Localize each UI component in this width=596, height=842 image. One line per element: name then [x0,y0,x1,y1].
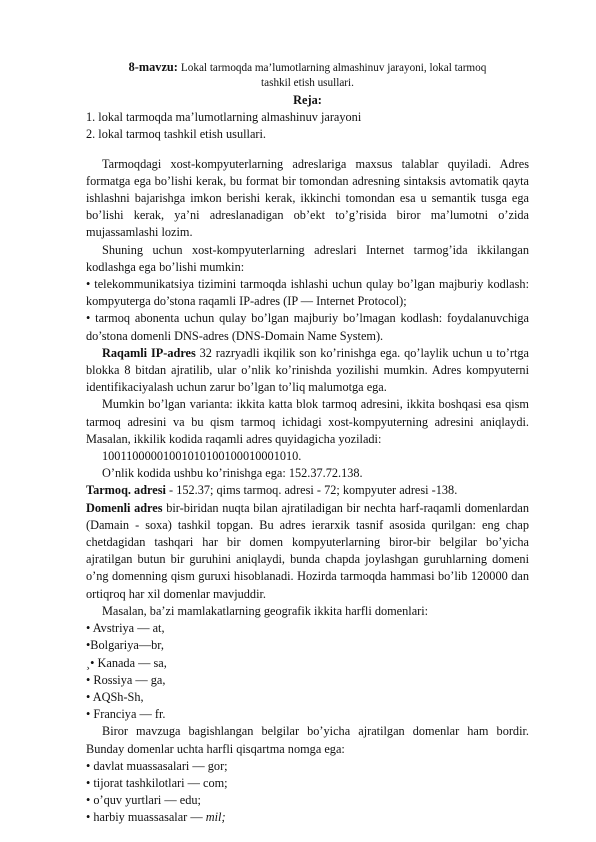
list-item: • tijorat tashkilotlari — com; [86,775,228,790]
topic-text: Lokal tarmoqda ma’lumotlarning almashinuv jarayoni, lokal tarmoq [180,62,487,74]
term-network-address: Tarmoq. adresi [86,483,166,498]
spacer [86,144,529,156]
list-item: •Bolgariya—br, [86,638,164,653]
paragraph-host-address-requirements: Tarmoqdagi xost-kompyuterlarning adreslariga maxsus talablar quyiladi. Adres formatga ega bo’lishi kerak, bu format bir tomondan adresning sintaksis avtomatik qayta ishlashni bajarishga imkon berishi kerak, ikkinchi tomondan esa u semantik tusga ega bo’lishi kerak, ya’ni adreslanadigan ob’ekt to’g’risida biror ma’lumotni o’zida mujassamlashi lozim. [86,156,529,240]
plan-item: 2. lokal tarmoq tashkil etish usullari. [86,127,266,142]
list-item-italic: mil; [205,810,226,825]
list-item-text: • harbiy muassasalar — [86,810,206,825]
list-item [86,809,529,826]
list-item: • davlat muassasalari — gor; [86,758,228,773]
paragraph-topic-domains: Biror mavzuga bagishlangan belgilar bo’yicha ajratilgan domenlar ham bordir. Bunday domenlar uchta harfli qisqartma nomga ega: [86,724,529,756]
bullet-ip-address: • telekommunikatsiya tizimini tarmoqda ishlashi uchun qulay bo’lgan majburiy kodlash: kompyuterga do’stona raqamli IP-adres (IP — Internet Protocol); [86,277,529,309]
decimal-address: O’nlik kodida ushbu ko’rinishga ega: 152.37.72.138. [102,466,363,481]
list-item: • AQSh-Sh, [86,689,144,704]
paragraph-ip-address [86,345,529,397]
list-item: • Avstriya — at, [86,621,165,636]
list-item: • o’quv yurtlari — edu; [86,793,201,808]
term-domain-address: Domenli adres [86,500,163,515]
paragraph-double-coding: Shuning uchun xost-kompyuterlarning adreslari Internet tarmog’ida ikkilangan kodlashga ega bo’lishi mumkin: [86,242,529,274]
binary-address: 10011000001001010100100010001010. [102,449,302,464]
paragraph-domain-address [86,500,529,603]
list-item: ¸• Kanada — sa, [86,655,167,670]
topic-label: 8-mavzu: [128,60,178,74]
domain-address-text: bir-biridan nuqta bilan ajratiladigan bir nechta harf-raqamli domenlardan (Damain - soxa) tashkil topgan. Bu adres ierarxik tasnif asosida qurilgan: eng chap chetdagidan tashqari har bir domen kompyuterlarning biror-bir belgilar bo’yicha ajratilgan butun bir guruhini aniqlaydi, bunda chapda joylashgan guruhlarning domeni o’ng domenning qism guruxi hisoblanadi. Hozirda tarmoqda hammasi bo’lib 120000 dan ortiqroq har xil domenlar mavjuddir. [86,500,529,601]
topic-title [86,60,529,90]
paragraph-network-address [86,482,529,499]
paragraph-address-blocks: Mumkin bo’lgan varianta: ikkita katta blok tarmoq adresini, ikkita boshqasi esa qism tarmoq adresini va bu qism tarmoq ichidagi xost-kompyuterning adresini aniqlaydi. Masalan, ikkilik kodida raqamli adres quyidagicha yoziladi: [86,397,529,446]
document-page [86,60,529,827]
list-item: • Rossiya — ga, [86,672,166,687]
term-ip-address: Raqamli IP-adres [102,345,196,360]
plan-label: Reja: [293,93,322,107]
network-address-text: - 152.37; qims tarmoq. adresi - 72; kompyuter adresi -138. [165,483,458,498]
list-item: • Franciya — fr. [86,707,166,722]
paragraph-country-domains: Masalan, ba’zi mamlakatlarning geografik ikkita harfli domenlari: [102,603,429,618]
paragraph-ip-address-text: 32 razryadli ikqilik son ko’rinishga ega. qo’laylik uchun u to’rtga blokka 8 bitdan ajratilib, ular o’nlik ko’rinishda yozilishi mumkin. Adres kompyuterni identifikaciyalash uchun zarur bo’lgan to’liq malumotga ega. [86,345,530,395]
plan-item: 1. lokal tarmoqda ma’lumotlarning almashinuv jarayoni [86,110,362,125]
bullet-dns-address: • tarmoq abonenta uchun qulay bo’lgan majburiy bo’lmagan kodlash: foydalanuvchiga do’stona domenli DNS-adres (DNS-Domain Name System). [86,311,529,343]
topic-text-continued: tashkil etish usullari. [261,76,354,89]
